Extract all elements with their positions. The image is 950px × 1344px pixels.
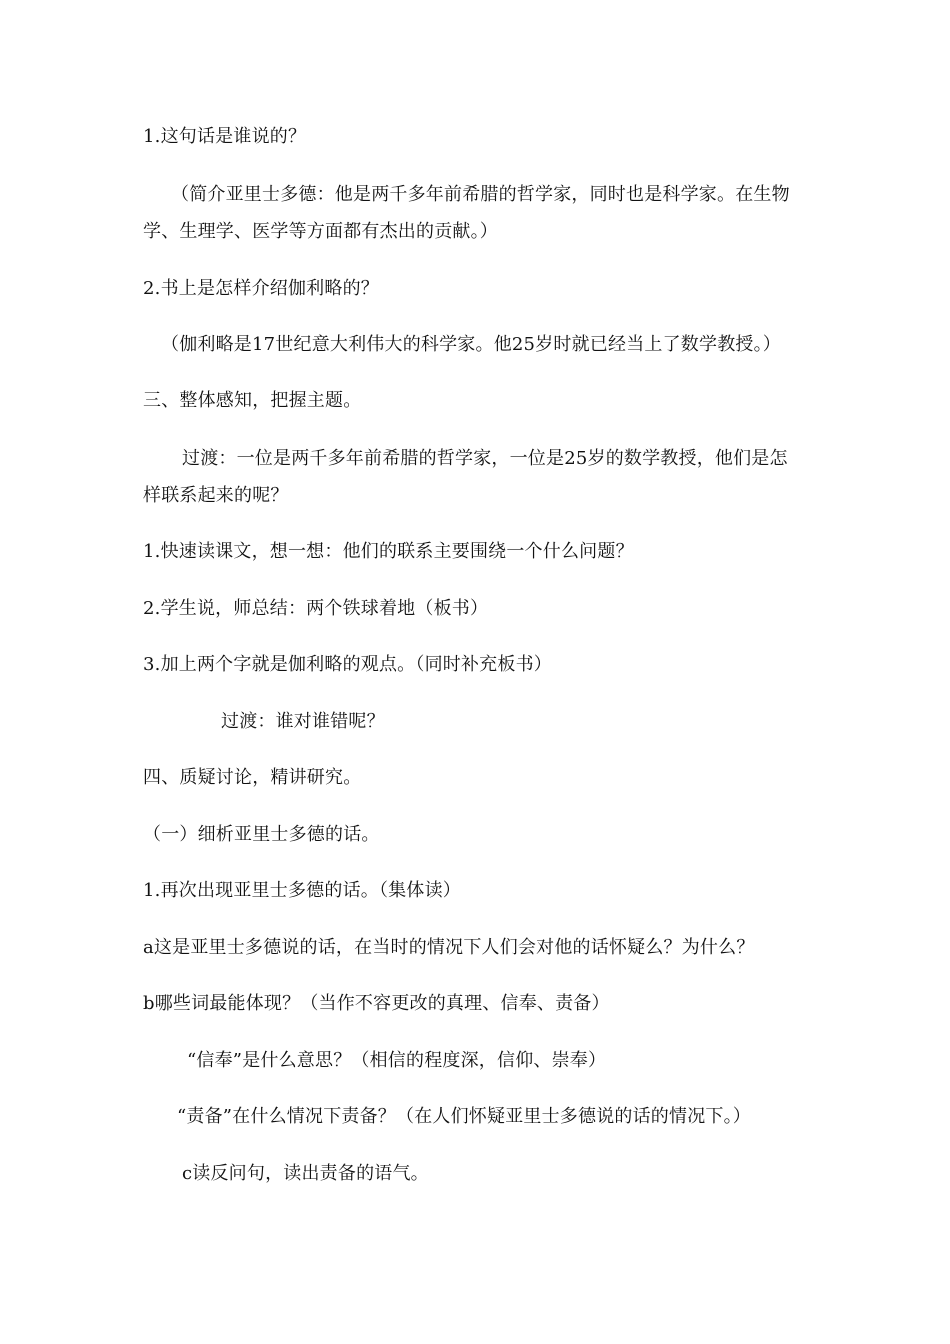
item-c-line: c读反问句，读出责备的语气。 bbox=[182, 1163, 429, 1184]
xinfeng-question-line: “信奉”是什么意思？（相信的程度深，信仰、崇奉） bbox=[187, 1050, 607, 1071]
section-3-heading: 三、整体感知，把握主题。 bbox=[143, 390, 362, 411]
step-1-line: 1.快速读课文，想一想：他们的联系主要围绕一个什么问题？ bbox=[143, 541, 634, 562]
aristotle-intro-line-2: 学、生理学、医学等方面都有杰出的贡献。） bbox=[143, 221, 498, 242]
subsection-step-1-line: 1.再次出现亚里士多德的话。（集体读） bbox=[143, 880, 461, 901]
galileo-intro-line: （伽利略是17世纪意大利伟大的科学家。他25岁时就已经当上了数学教授。） bbox=[161, 334, 782, 355]
transition-line-1: 过渡：一位是两千多年前希腊的哲学家，一位是25岁的数学教授，他们是怎 bbox=[182, 448, 788, 469]
item-b-line: b哪些词最能体现？（当作不容更改的真理、信奉、责备） bbox=[143, 993, 610, 1014]
question-2-line: 2.书上是怎样介绍伽利略的？ bbox=[143, 278, 379, 299]
transition-line-3: 过渡：谁对谁错呢？ bbox=[221, 711, 385, 732]
step-2-line: 2.学生说，师总结：两个铁球着地（板书） bbox=[143, 598, 489, 619]
zebei-question-line: “责备”在什么情况下责备？（在人们怀疑亚里士多德说的话的情况下。） bbox=[177, 1106, 752, 1127]
section-4-heading: 四、质疑讨论，精讲研究。 bbox=[143, 767, 362, 788]
question-1-line: 1.这句话是谁说的？ bbox=[143, 126, 307, 147]
step-3-line: 3.加上两个字就是伽利略的观点。（同时补充板书） bbox=[143, 654, 552, 675]
transition-line-2: 样联系起来的呢？ bbox=[143, 485, 289, 506]
subsection-1-heading: （一）细析亚里士多德的话。 bbox=[143, 824, 380, 845]
aristotle-intro-line-1: （简介亚里士多德：他是两千多年前希腊的哲学家，同时也是科学家。在生物 bbox=[171, 184, 790, 205]
item-a-line: a这是亚里士多德说的话，在当时的情况下人们会对他的话怀疑么？为什么？ bbox=[143, 937, 755, 958]
